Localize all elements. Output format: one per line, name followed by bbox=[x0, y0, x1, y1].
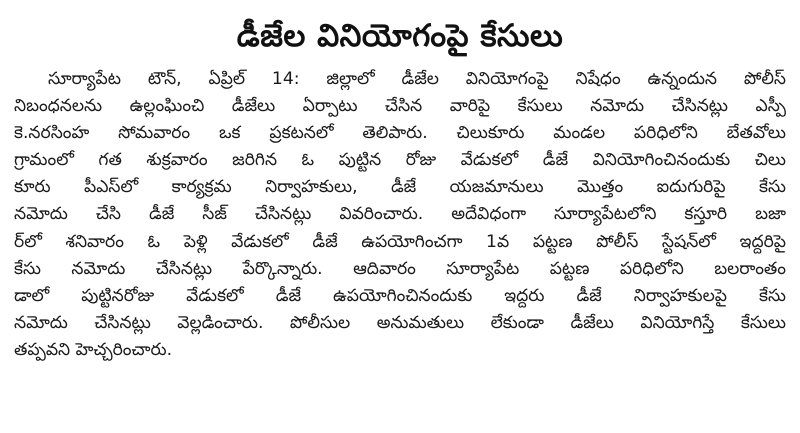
article-line: తప్పవని హెచ్చరించారు. bbox=[14, 339, 173, 360]
article-line: కె.నరసింహ సోమవారం ఒక ప్రకటనలో తెలిపారు. చిలుకూరు మండల పరిధిలోని బేతవోలు bbox=[14, 123, 786, 144]
clipped-previous-article-edge bbox=[30, 0, 770, 6]
article-line: కేసు నమోదు చేసినట్లు పేర్కొన్నారు. ఆదివారం సూర్యాపేట పట్టణ పరిధిలోని బలరాంతం bbox=[14, 258, 786, 279]
article-headline: డీజేల వినియోగంపై కేసులు bbox=[236, 18, 564, 54]
article-line: కూరు పీఎస్‌లో కార్యక్రమ నిర్వాహకులు, డీజే యజమానులు మొత్తం ఐదుగురిపై కేసు bbox=[14, 177, 786, 198]
article-line: డాలో పుట్టినరోజు వేడుకలో డీజే ఉపయోగించినందుకు ఇద్దరు డీజే నిర్వాహకులపై కేసు bbox=[14, 285, 786, 306]
article-line: నమోదు చేసి డీజే సీజ్ చేసినట్లు వివరించారు. అదేవిధంగా సూర్యాపేటలోని కస్తూరి బజా bbox=[14, 204, 786, 225]
article-line: నిబంధనలను ఉల్లంఘించి డీజేలు ఏర్పాటు చేసిన వారిపై కేసులు నమోదు చేసినట్లు ఎస్పీ bbox=[14, 96, 786, 117]
article-line: నమోదు చేసినట్లు వెల్లడించారు. పోలీసుల అనుమతులు లేకుండా డీజేలు వినియోగిస్తే కేసులు bbox=[14, 312, 786, 333]
article-body bbox=[14, 66, 786, 364]
article-line: గ్రామంలో గత శుక్రవారం జరిగిన ఓ పుట్టిన రోజు వేడుకలో డీజే వినియోగించినందుకు చిలు bbox=[14, 150, 786, 171]
article-line: సూర్యాపేట టౌన్, ఏప్రిల్ 14: జిల్లాలో డీజేల వినియోగంపై నిషేధం ఉన్నందున పోలీస్ bbox=[48, 69, 786, 89]
article-line: ర్‌లో శనివారం ఓ పెళ్లి వేడుకలో డీజే ఉపయోగించగా 1వ పట్టణ పోలీస్ స్టేషన్‌లో ఇద్దరిపై bbox=[14, 231, 786, 252]
